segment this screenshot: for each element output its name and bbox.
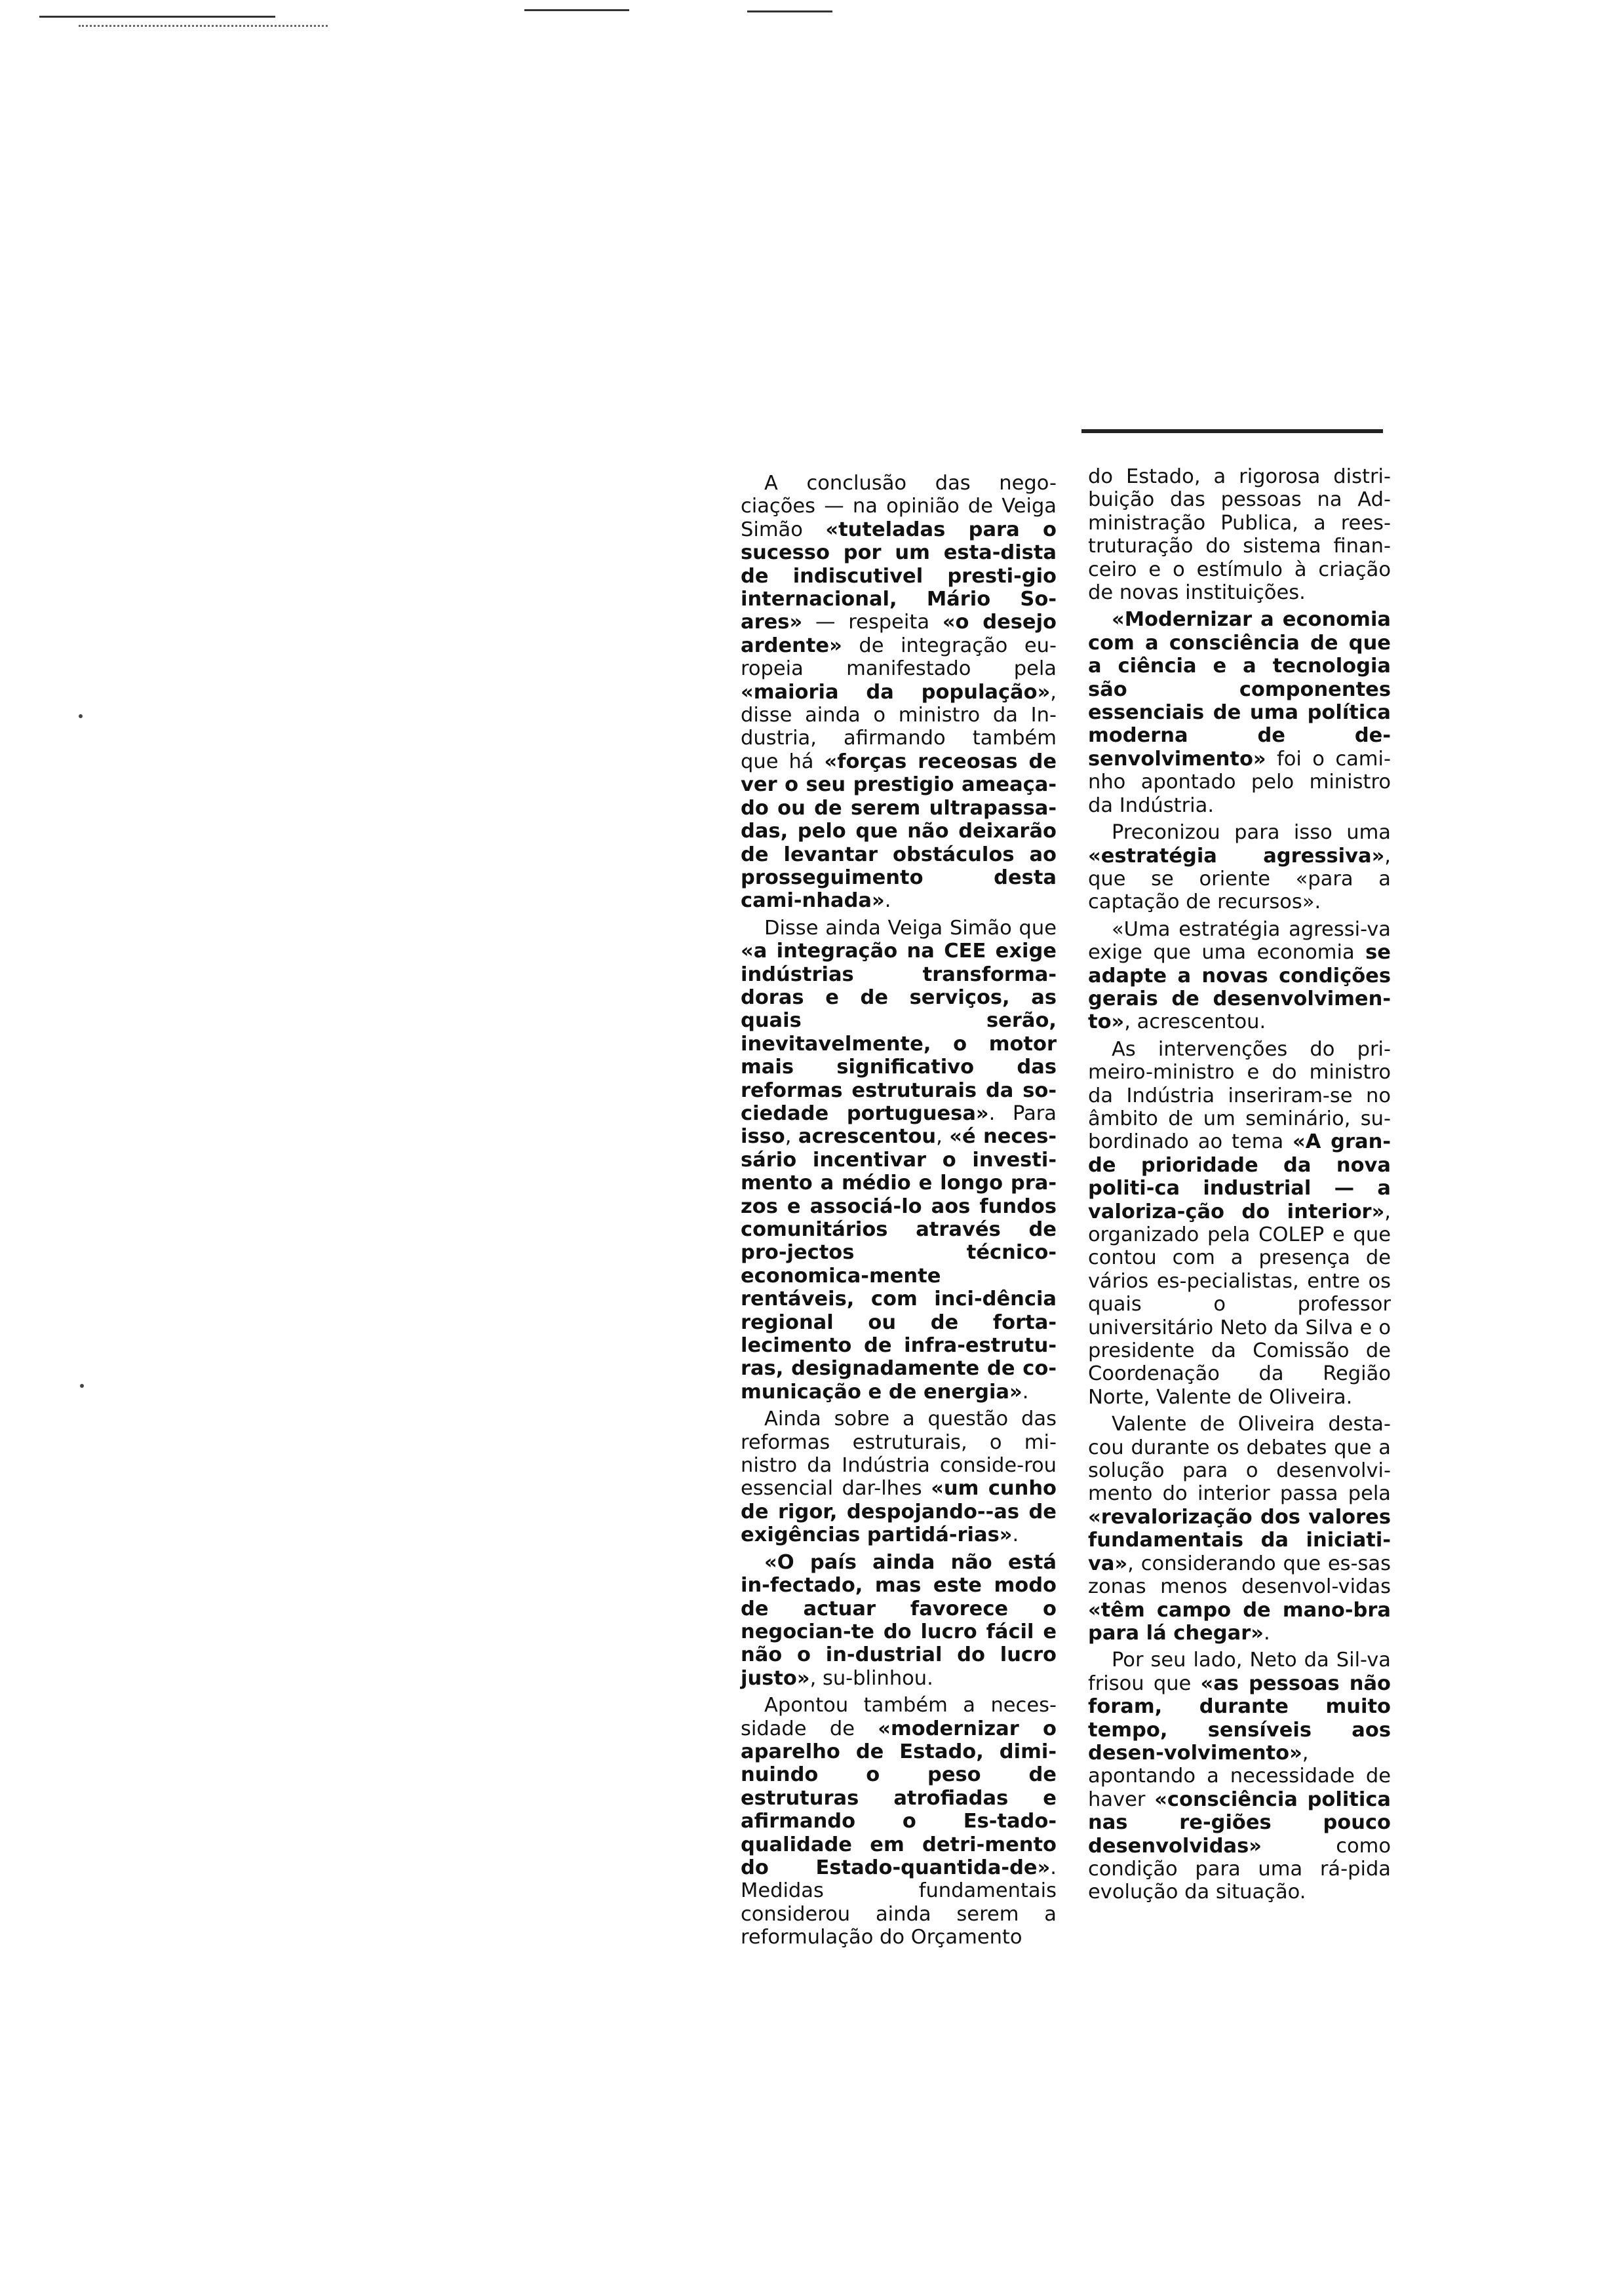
body-text: , acrescentou. (1124, 1010, 1266, 1034)
body-text: de integração eu-ropeia manifestado pela (741, 634, 1057, 681)
body-text: . (884, 889, 891, 913)
body-text: , (936, 1125, 950, 1149)
body-text: do Estado, a rigorosa distri-buição das pessoas na Ad-ministração Publica, a rees-truturação do sistema finan-ceiro e o estímulo à criação de novas instituições. (1088, 465, 1391, 605)
quoted-bold-text: «modernizar o aparelho de Estado, dimi-nuindo o peso de estruturas atrofiadas e afirmando o Es-tado-qualidade em detri-mento do Estado-quantida-de» (741, 1717, 1057, 1879)
article-paragraph (741, 917, 1057, 1404)
body-text: . (1012, 1523, 1019, 1547)
body-text: , que se oriente «para a captação de recursos». (1088, 844, 1391, 914)
body-text: , su-blinhou. (809, 1666, 933, 1690)
quoted-bold-text: «as pessoas não foram, durante muito tempo, sensíveis aos desen-volvimento» (1088, 1672, 1391, 1765)
article-paragraph (741, 472, 1057, 913)
article-paragraph (1088, 1413, 1391, 1645)
body-text: como condição para uma rá-pida evolução da situação. (1088, 1834, 1391, 1904)
body-text: , considerando que es-sas zonas menos desenvol-vidas (1088, 1552, 1391, 1599)
quoted-bold-text: «maioria da população» (741, 680, 1051, 704)
body-text: Valente de Oliveira desta-cou durante os debates que a solução para o desenvolvi-mento do interior passa pela (1088, 1413, 1391, 1506)
body-text: . Medidas fundamentais considerou ainda serem a reformulação do Orçamento (741, 1856, 1057, 1949)
article-paragraph (1088, 608, 1391, 817)
quoted-bold-text: «a integração na CEE exige indústrias transforma-doras e de serviços, as quais serão, inevitavelmente, o motor mais significativo das reformas estruturais da so-ciedade portuguesa» (741, 940, 1057, 1125)
article-paragraph (1088, 465, 1391, 604)
body-text: Apontou também a neces-sidade de (741, 1694, 1057, 1740)
article-paragraph (1088, 821, 1391, 914)
quoted-bold-text: «revalorização dos valores fundamentais da iniciati-va» (1088, 1505, 1391, 1575)
column-top-rule (1081, 429, 1383, 433)
body-text: . Para (988, 1101, 1057, 1125)
quoted-bold-text: «tuteladas para o sucesso por um esta-dista de indiscutivel presti-gio internacional, Mário So-ares» (741, 518, 1057, 634)
body-text: A conclusão das nego-ciações — na opinião de Veiga Simão (741, 472, 1057, 541)
quoted-bold-text: «é neces-sário incentivar o investi-mento a médio e longo pra-zos e associá-lo aos fundos comunitários através de pro-jectos técnico-economica-mente rentáveis, com inci-dência regional ou de forta-lecimento de infra-estrutu-ras, designadamente de co-municação e de energia» (741, 1125, 1057, 1404)
body-text: . (1263, 1621, 1270, 1645)
quoted-bold-text: acrescentou (798, 1125, 937, 1149)
scan-artifact-line (524, 9, 629, 11)
article-column-2 (1088, 465, 1391, 1904)
body-text: , disse ainda o ministro da In-dustria, afirmando também que há (741, 680, 1057, 773)
quoted-bold-text: «O país ainda não está in-fectado, mas este modo de actuar favorece o negocian-te do lucro fácil e não o in-dustrial do lucro justo» (741, 1550, 1057, 1690)
article-paragraph (741, 1407, 1057, 1546)
article-paragraph (1088, 1038, 1391, 1409)
body-text: Por seu lado, Neto da Sil-va frisou que (1088, 1649, 1391, 1695)
body-text: Disse ainda Veiga Simão que (764, 916, 1057, 940)
body-text: Ainda sobre a questão das reformas estruturais, o mi-nistro da Indústria conside-rou essencial dar-lhes (741, 1407, 1057, 1501)
scan-artifact-line (747, 10, 832, 12)
quoted-bold-text: «forças receosas de ver o seu prestigio ameaça-do ou de serem ultrapassa-das, pelo que não deixarão de levantar obstáculos ao prosseguimento desta cami-nhada» (741, 750, 1057, 913)
scan-speck (80, 1384, 84, 1388)
scan-artifact-line (79, 25, 328, 27)
body-text: As intervenções do pri-meiro-ministro e do ministro da Indústria inseriram-se no âmbito de um seminário, su-bordinado ao tema (1088, 1037, 1391, 1154)
body-text: , organizado pela COLEP e que contou com a presença de vários es-pecialistas, entre os quais o professor universitário Neto da Silva e o presidente da Comissão de Coordenação da Região Norte, Valente de Oliveira. (1088, 1200, 1391, 1409)
scan-artifact-line (39, 16, 275, 18)
body-text: . (1022, 1380, 1029, 1404)
article-paragraph (741, 1694, 1057, 1949)
quoted-bold-text: «têm campo de mano-bra para lá chegar» (1088, 1598, 1391, 1645)
body-text: , (785, 1125, 798, 1149)
quoted-bold-text: «consciência politica nas re-giões pouco desenvolvidas» (1088, 1788, 1391, 1858)
quoted-bold-text: se adapte a novas condições gerais de desenvolvimen-to» (1088, 941, 1391, 1034)
scan-speck (79, 714, 83, 718)
body-text: , apontando a necessidade de haver (1088, 1741, 1391, 1811)
article-column-1 (741, 472, 1057, 1949)
body-text: foi o cami-nho apontado pelo ministro da Indústria. (1088, 747, 1391, 817)
body-text: — respeita (802, 611, 943, 634)
quoted-bold-text: isso (741, 1125, 785, 1149)
body-text: «Uma estratégia agressi-va exige que uma economia (1088, 917, 1391, 965)
quoted-bold-text: «estratégia agressiva» (1088, 844, 1385, 868)
quoted-bold-text: «o desejo ardente» (741, 611, 1057, 657)
quoted-bold-text: «A gran-de prioridade da nova politi-ca industrial — a valoriza-ção do interior» (1088, 1130, 1391, 1223)
quoted-bold-text: «Modernizar a economia com a consciência de que a ciência e a tecnologia são componentes essenciais de uma política moderna de de-senvolvimento» (1088, 608, 1391, 771)
article-paragraph (1088, 1649, 1391, 1904)
article-paragraph (1088, 918, 1391, 1034)
quoted-bold-text: «um cunho de rigor, despojando--as de exigências partidá-rias» (741, 1477, 1057, 1547)
article-paragraph (741, 1551, 1057, 1690)
body-text: Preconizou para isso uma (1112, 821, 1391, 845)
